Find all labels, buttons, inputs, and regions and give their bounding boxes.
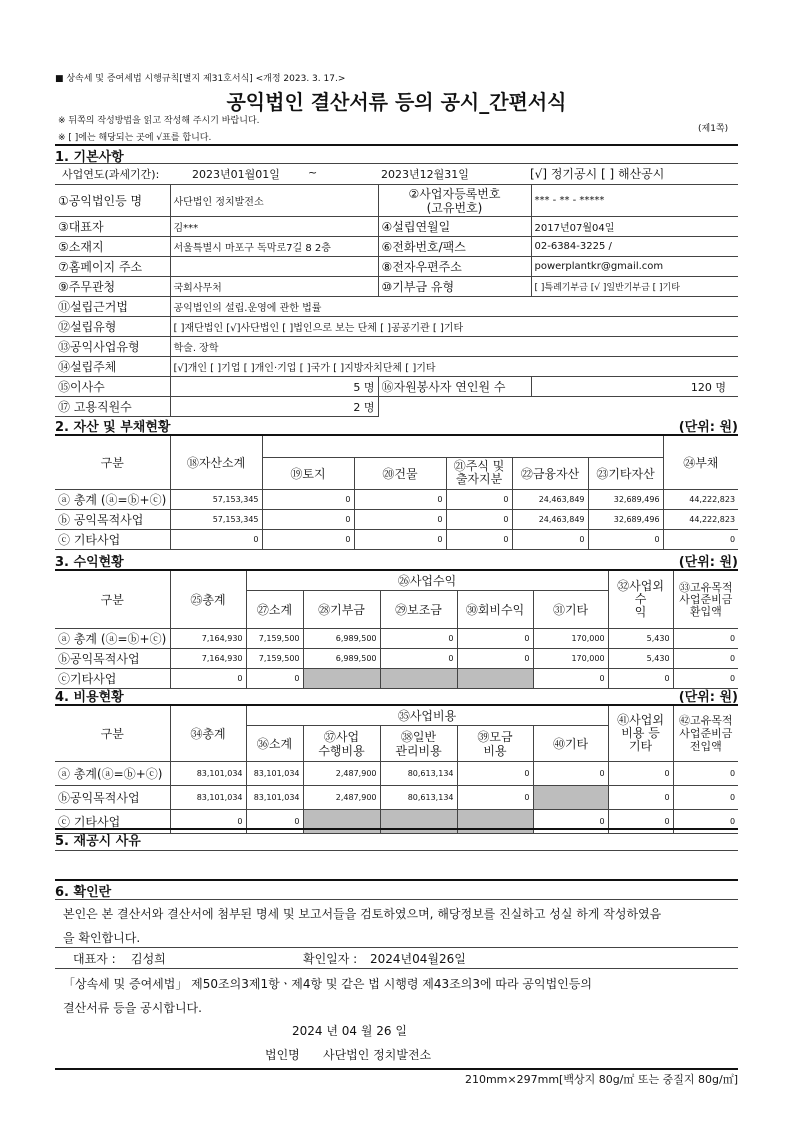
corp-name-label: ①공익법인등 명 (55, 185, 170, 217)
period-end: 2023년12월31일 (381, 168, 469, 181)
expense-total-header: ㉞총계 (170, 705, 246, 762)
directors-value: 5 명 (170, 377, 378, 397)
basis-label: ⑪설립근거법 (55, 297, 170, 317)
paper-spec: 210mm×297mm[백상지 80g/㎡ 또는 중질지 80g/㎡] (464, 1073, 738, 1086)
table-row: ⓑ공익목적사업 83,101,034 83,101,034 2,487,900 80,613,134 0 0 0 (55, 786, 738, 810)
assets-division-header: 구분 (55, 435, 170, 489)
corp-name-value: 사단법인 정치발전소 (170, 185, 378, 217)
volunteer-label: ⑯자원봉사자 연인원 수 (378, 377, 531, 397)
biz-revenue-header: ㉖사업수익 (246, 570, 608, 591)
revenue-etc-header: ㉛기타 (533, 591, 608, 629)
corp-name-sign: 사단법인 정치발전소 (323, 1048, 432, 1062)
other-assets-header: ㉓기타자산 (588, 457, 663, 489)
address-value: 서울특별시 마포구 독막로7길 8 2층 (170, 237, 378, 257)
expense-etc-header: ㊵기타 (533, 726, 608, 762)
grant-header: ㉙보조금 (380, 591, 457, 629)
table-row: ⓒ기타사업 0 0 0 0 0 (55, 669, 738, 689)
table-row: ⓒ 기타사업 0 0 0 0 0 (55, 810, 738, 834)
section1-title: 1. 기본사항 (55, 150, 124, 165)
reserve-transfer-header: ㊷고유목적 사업준비금 전입액 (673, 705, 738, 762)
bizno-value: *** - ** - ***** (531, 185, 738, 217)
type-label: ⑫설립유형 (55, 317, 170, 337)
table-row: ⓑ 공익목적사업 57,153,345 0 0 0 24,463,849 32,689,496 44,222,823 (55, 509, 738, 529)
stock-header: ㉑주식 및 출자지분 (446, 457, 512, 489)
basic-info-table (55, 184, 738, 417)
homepage-value (170, 257, 378, 277)
assets-table (55, 434, 738, 550)
homepage-label: ⑦홈페이지 주소 (55, 257, 170, 277)
legal-basis-line2: 결산서류 등을 공시합니다. (63, 1001, 202, 1015)
section6-title: 6. 확인란 (55, 885, 112, 900)
form-title: 공익법인 결산서류 등의 공시_간편서식 (226, 90, 567, 114)
biz-expense-header: ㉟사업비용 (246, 705, 608, 726)
employees-label: ⑰ 고용직원수 (55, 397, 170, 417)
confirmation-statement: 본인은 본 결산서와 결산서에 첨부된 명세 및 보고서들을 검토하였으며, 해당정보를 진실하고 성실 하게 작성하였음 (63, 907, 662, 921)
revenue-total-header: ㉕총계 (170, 570, 246, 629)
regulation-note: ■ 상속세 및 증여세법 시행규칙[별지 제31호서식] <개정 2023. 3. 17.> (55, 74, 346, 84)
email-value: powerplantkr@gmail.com (531, 257, 738, 277)
authority-label: ⑨주무관청 (55, 277, 170, 297)
phone-label: ⑥전화번호/팩스 (378, 237, 531, 257)
reserve-reversal-header: ㉝고유목적 사업준비금 환입액 (673, 570, 738, 629)
building-header: ⑳건물 (354, 457, 446, 489)
rep-value: 김*** (170, 217, 378, 237)
founded-label: ④설립연월일 (378, 217, 531, 237)
type-value: [ ]재단법인 [√]사단법인 [ ]법인으로 보는 단체 [ ]공공기관 [ ]기타 (170, 317, 738, 337)
nonbiz-revenue-header: ㉜사업외수 익 (608, 570, 673, 629)
period-start: 2023년01월01일 (192, 168, 280, 181)
table-row: ⓐ 총계(ⓐ=ⓑ+ⓒ) 83,101,034 83,101,034 2,487,900 80,613,134 0 0 0 0 (55, 762, 738, 786)
donation-header: ㉘기부금 (303, 591, 380, 629)
basis-value: 공익법인의 설립.운영에 관한 법률 (170, 297, 738, 317)
period-tilde: ~ (308, 166, 318, 179)
checkbox-note: ※ [ ]에는 해당되는 곳에 √표를 합니다. (58, 133, 212, 143)
period-label: 사업연도(과세기간): (62, 168, 160, 181)
expense-table (55, 704, 738, 834)
table-row: ⓒ 기타사업 0 0 0 0 0 0 0 (55, 529, 738, 549)
founder-value: [√]개인 [ ]기업 [ ]개인·기업 [ ]국가 [ ]지방자치단체 [ ]기타 (170, 357, 738, 377)
expense-subtotal-header: ㊱소계 (246, 726, 303, 762)
founded-value: 2017년07월04일 (531, 217, 738, 237)
disclosure-type: [√] 정기공시 [ ] 해산공시 (530, 167, 665, 181)
bizno-label: ②사업자등록번호 (고유번호) (378, 185, 531, 217)
directors-label: ⑮이사수 (55, 377, 170, 397)
biz-type-label: ⑬공익사업유형 (55, 337, 170, 357)
legal-basis-line1: 「상속세 및 증여세법」 제50조의3제1항ㆍ제4항 및 같은 법 시행령 제43조의3에 따라 공익법인등의 (63, 977, 592, 991)
email-label: ⑧전자우편주소 (378, 257, 531, 277)
land-header: ⑲토지 (262, 457, 354, 489)
debt-header: ㉔부채 (663, 435, 738, 489)
rep-signature-label: 대표자 : (73, 952, 116, 966)
section4-title: 4. 비용현황 (55, 690, 124, 705)
rep-label: ③대표자 (55, 217, 170, 237)
instruction-note: ※ 뒤쪽의 작성방법을 읽고 작성해 주시기 바랍니다. (58, 116, 260, 126)
corp-name-label-sign: 법인명 (265, 1048, 300, 1062)
volunteer-value: 120 명 (531, 377, 738, 397)
sign-date: 2024 년 04 월 26 일 (292, 1024, 407, 1038)
biz-type-value: 학술. 장학 (170, 337, 738, 357)
page-number: (제1쪽) (698, 124, 729, 134)
table-row: ⓑ공익목적사업 7,164,930 7,159,500 6,989,500 0 0 170,000 5,430 0 (55, 649, 738, 669)
assets-subtotal-header: ⑱자산소계 (170, 435, 262, 489)
phone-value: 02-6384-3225 / (531, 237, 738, 257)
donation-type-value: [ ]특례기부금 [√ ]일반기부금 [ ]기타 (531, 277, 738, 297)
financial-header: ㉒금융자산 (512, 457, 588, 489)
section3-title: 3. 수익현황 (55, 555, 124, 570)
fee-header: ㉚회비수익 (457, 591, 533, 629)
exec-cost-header: ㊲사업 수행비용 (303, 726, 380, 762)
rep-signature-name: 김성희 (131, 952, 166, 966)
authority-value: 국회사무처 (170, 277, 378, 297)
section2-unit: (단위: 원) (678, 420, 738, 435)
donation-type-label: ⑩기부금 유형 (378, 277, 531, 297)
confirm-date-value: 2024년04월26일 (370, 952, 466, 966)
confirm-date-label: 확인일자 : (303, 952, 358, 966)
nonbiz-expense-header: ㊶사업외 비용 등 기타 (608, 705, 673, 762)
revenue-subtotal-header: ㉗소계 (246, 591, 303, 629)
section2-title: 2. 자산 및 부채현황 (55, 420, 171, 435)
fund-cost-header: ㊴모금 비용 (457, 726, 533, 762)
section5-title: 5. 재공시 사유 (55, 834, 141, 849)
confirmation-statement-cont: 을 확인합니다. (63, 931, 141, 945)
table-row: ⓐ 총계 (ⓐ=ⓑ+ⓒ) 57,153,345 0 0 0 24,463,849 32,689,496 44,222,823 (55, 489, 738, 509)
revenue-table (55, 569, 738, 689)
expense-division-header: 구분 (55, 705, 170, 762)
address-label: ⑤소재지 (55, 237, 170, 257)
table-row: ⓐ 총계 (ⓐ=ⓑ+ⓒ) 7,164,930 7,159,500 6,989,500 0 0 170,000 5,430 0 (55, 629, 738, 649)
section4-unit: (단위: 원) (678, 690, 738, 705)
founder-label: ⑭설립주체 (55, 357, 170, 377)
admin-cost-header: ㊳일반 관리비용 (380, 726, 457, 762)
revenue-division-header: 구분 (55, 570, 170, 629)
employees-value: 2 명 (170, 397, 378, 417)
section3-unit: (단위: 원) (678, 555, 738, 570)
